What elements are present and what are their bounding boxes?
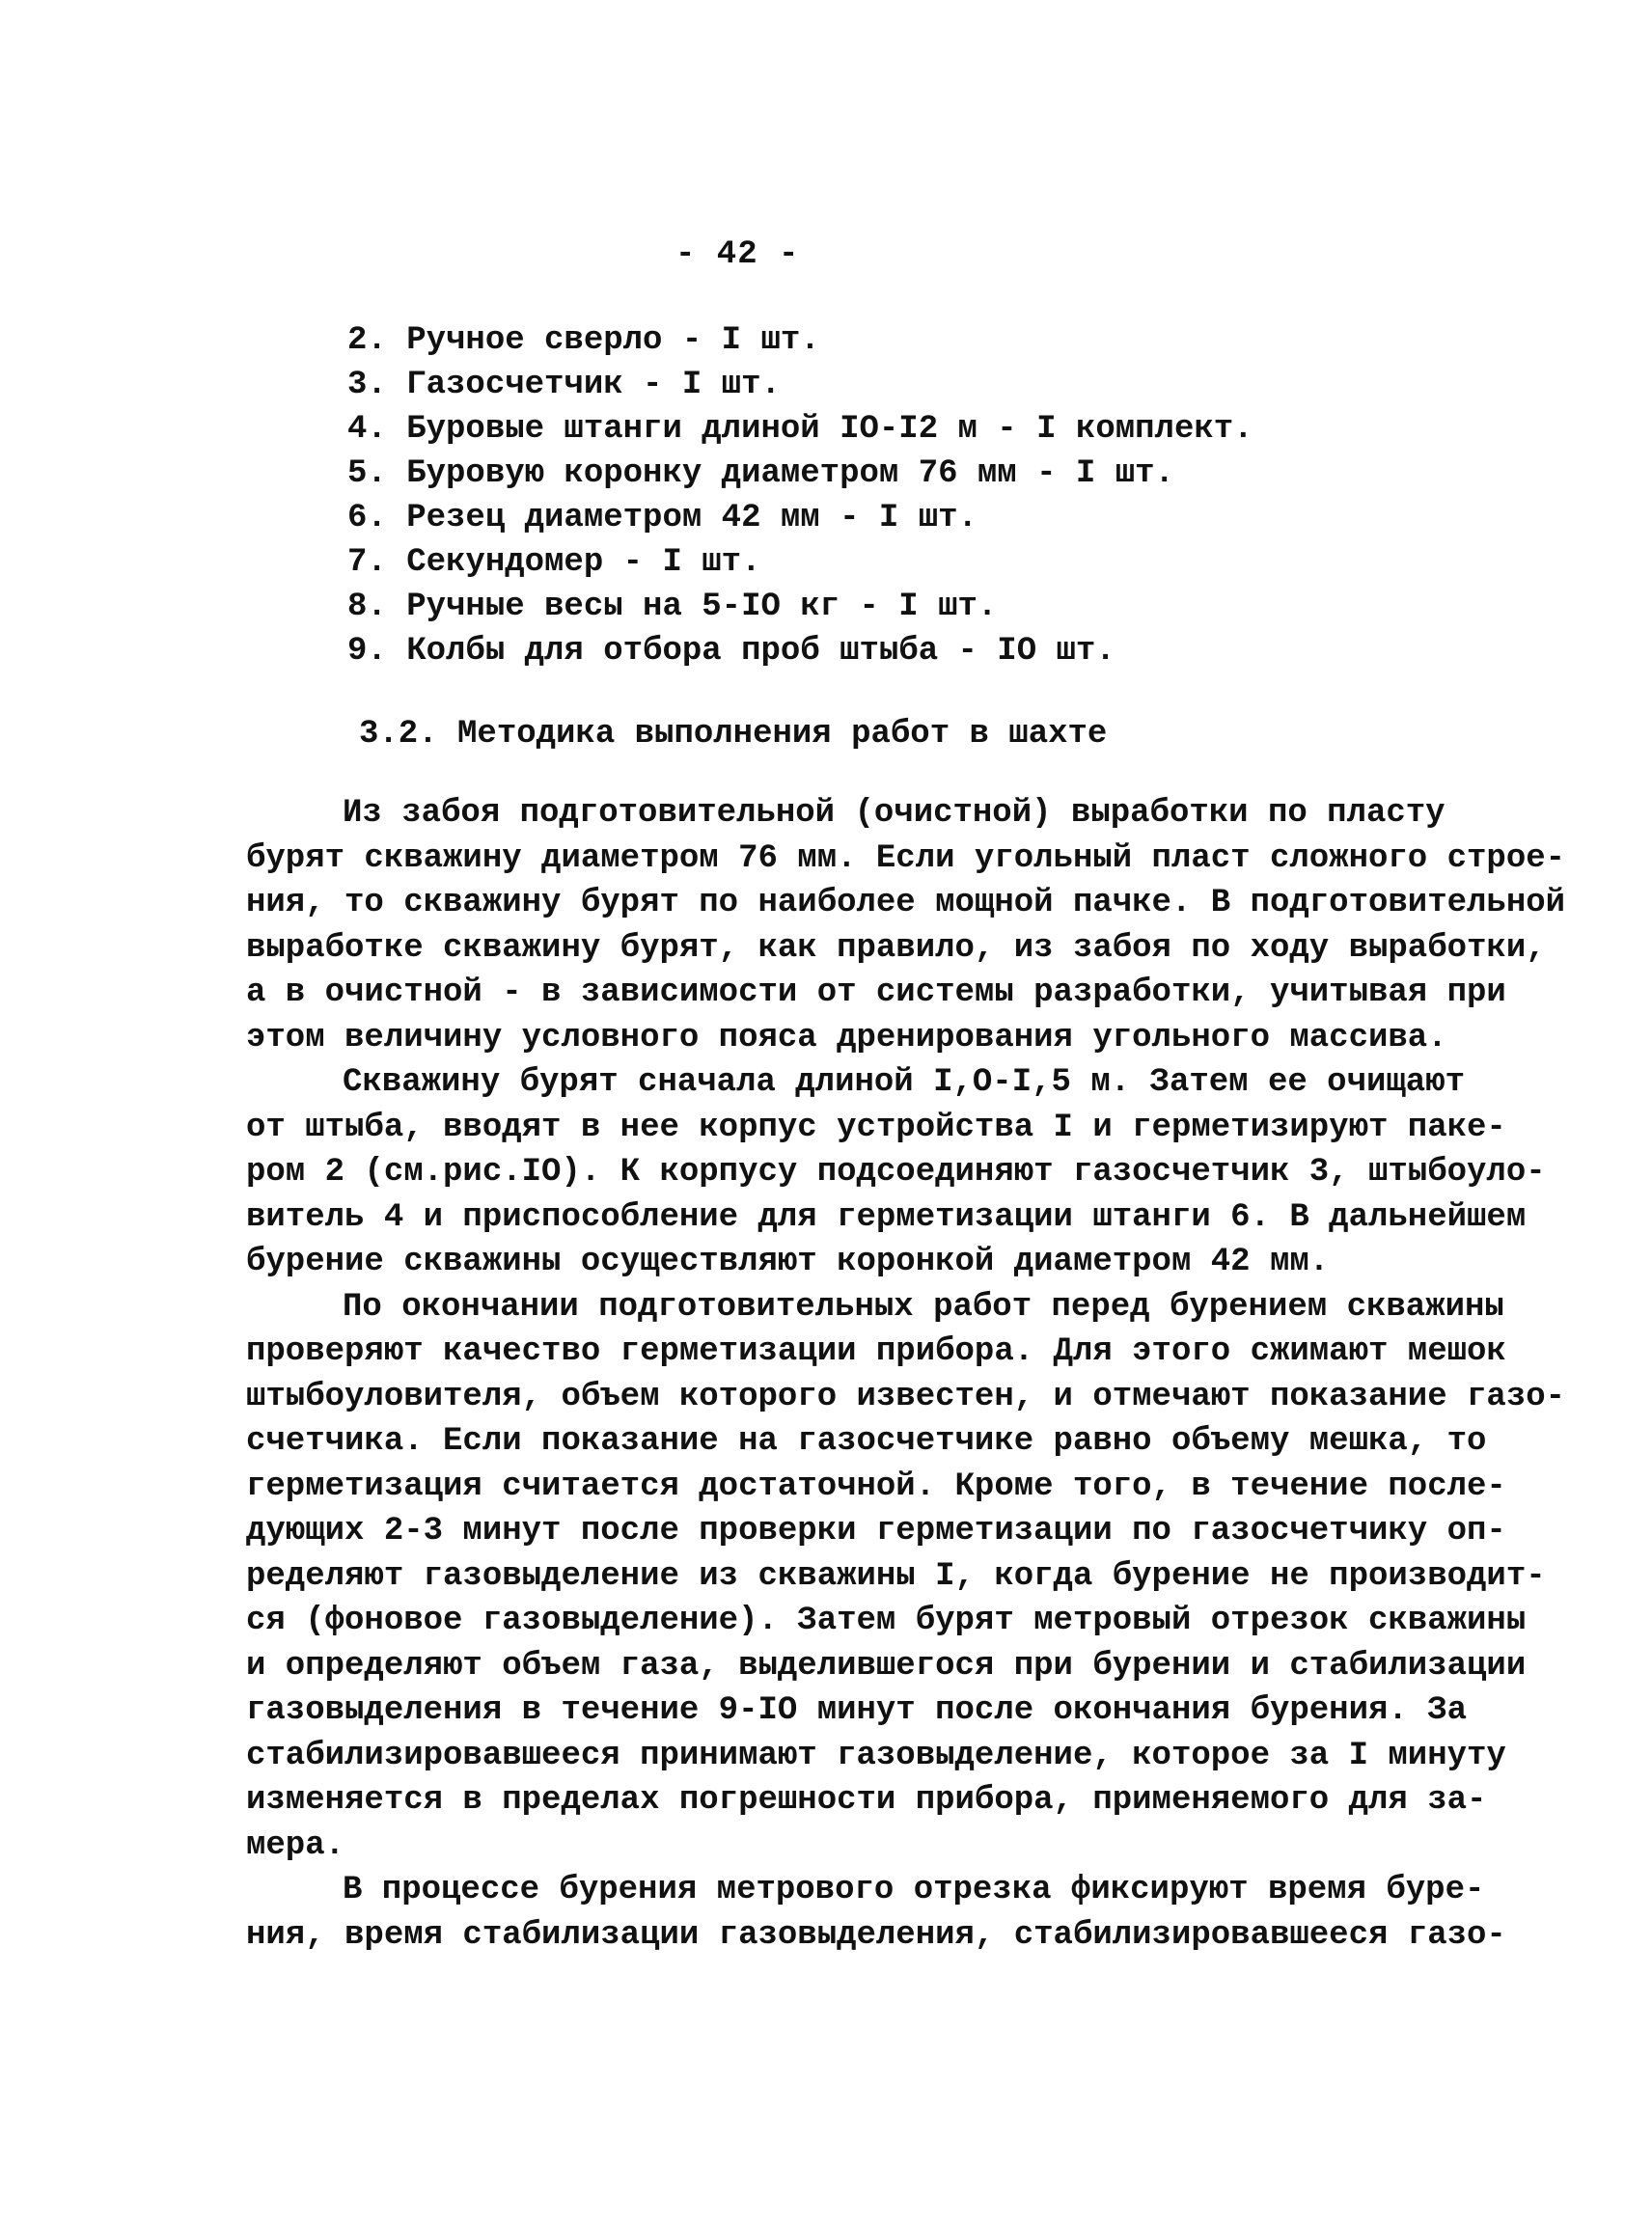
section-heading: 3.2. Методика выполнения работ в шахте [359,716,1108,753]
paragraph-line: от штыба, вводят в нее корпус устройства I и герметизируют паке- [246,1109,1506,1146]
paragraph-line: дующих 2-3 минут после проверки герметизации по газосчетчику оп- [246,1513,1506,1550]
list-item: 2. Ручное сверло - I шт. [347,322,820,359]
equipment-list [347,318,1253,673]
paragraph-line: проверяют качество герметизации прибора. Для этого сжимают мешок [246,1333,1506,1370]
list-item: 3. Газосчетчик - I шт. [347,367,781,403]
paragraph-line: этом величину условного пояса дренирования угольного массива. [246,1019,1447,1056]
paragraph-line: Скважину бурят сначала длиной I,O-I,5 м. Затем ее очищают [343,1064,1465,1101]
paragraph-line: бурят скважину диаметром 76 мм. Если угольный пласт сложного строе- [246,839,1566,877]
list-item: 4. Буровые штанги длиной IO-I2 м - I комплект. [347,411,1253,448]
paragraph-line: Из забоя подготовительной (очистной) выработки по пласту [343,795,1446,832]
paragraph [246,791,1566,1060]
paragraph-line: ся (фоновое газовыделение). Затем бурят метровый отрезок скважины [246,1603,1527,1639]
paragraph-line: и определяют объем газа, выделившегося при бурении и стабилизации [246,1647,1527,1685]
page-number: - 42 - [675,236,800,273]
paragraph-line: штыбоуловителя, объем которого известен, и отмечают показание газо- [246,1378,1566,1415]
paragraph-line: По окончании подготовительных работ перед бурением скважины [343,1288,1504,1326]
paragraph-line: витель 4 и приспособление для герметизации штанги 6. В дальнейшем [246,1198,1527,1236]
paragraph-line: счетчика. Если показание на газосчетчике равно объему мешка, то [246,1423,1487,1460]
paragraph-line: В процессе бурения метрового отрезка фиксируют время буре- [343,1872,1485,1908]
paragraph-line: ром 2 (см.рис.IO). К корпусу подсоединяют газосчетчик 3, штыбоуло- [246,1154,1546,1191]
body-text [246,791,1566,1958]
paragraph [246,1285,1566,1869]
paragraph-line: бурение скважины осуществляют коронкой диаметром 42 мм. [246,1244,1330,1280]
paragraph-line: ределяют газовыделение из скважины I, когда бурение не производит- [246,1557,1546,1595]
paragraph-line: ния, то скважину бурят по наиболее мощной пачке. В подготовительной [246,885,1566,921]
list-item: 6. Резец диаметром 42 мм - I шт. [347,500,977,536]
paragraph [246,1868,1506,1958]
list-item: 5. Буровую коронку диаметром 76 мм - I шт. [347,455,1174,492]
paragraph-line: изменяется в пределах погрешности прибора, применяемого для за- [246,1782,1487,1819]
list-item: 8. Ручные весы на 5-IO кг - I шт. [347,589,998,625]
list-item: 7. Секундомер - I шт. [347,544,761,581]
paragraph-line: выработке скважину бурят, как правило, из забоя по ходу выработки, [246,929,1546,967]
paragraph-line: мера. [246,1826,345,1864]
paragraph-line: герметизация считается достаточной. Кроме того, в течение после- [246,1468,1506,1505]
paragraph-line: а в очистной - в зависимости от системы разработки, учитывая при [246,974,1506,1011]
paragraph [246,1060,1546,1285]
paragraph-line: ния, время стабилизации газовыделения, стабилизировавшееся газо- [246,1916,1506,1954]
paragraph-line: стабилизировавшееся принимают газовыделение, которое за I минуту [246,1737,1506,1774]
list-item: 9. Колбы для отбора проб штыба - IO шт. [347,633,1115,670]
paragraph-line: газовыделения в течение 9-IO минут после окончания бурения. За [246,1692,1468,1729]
